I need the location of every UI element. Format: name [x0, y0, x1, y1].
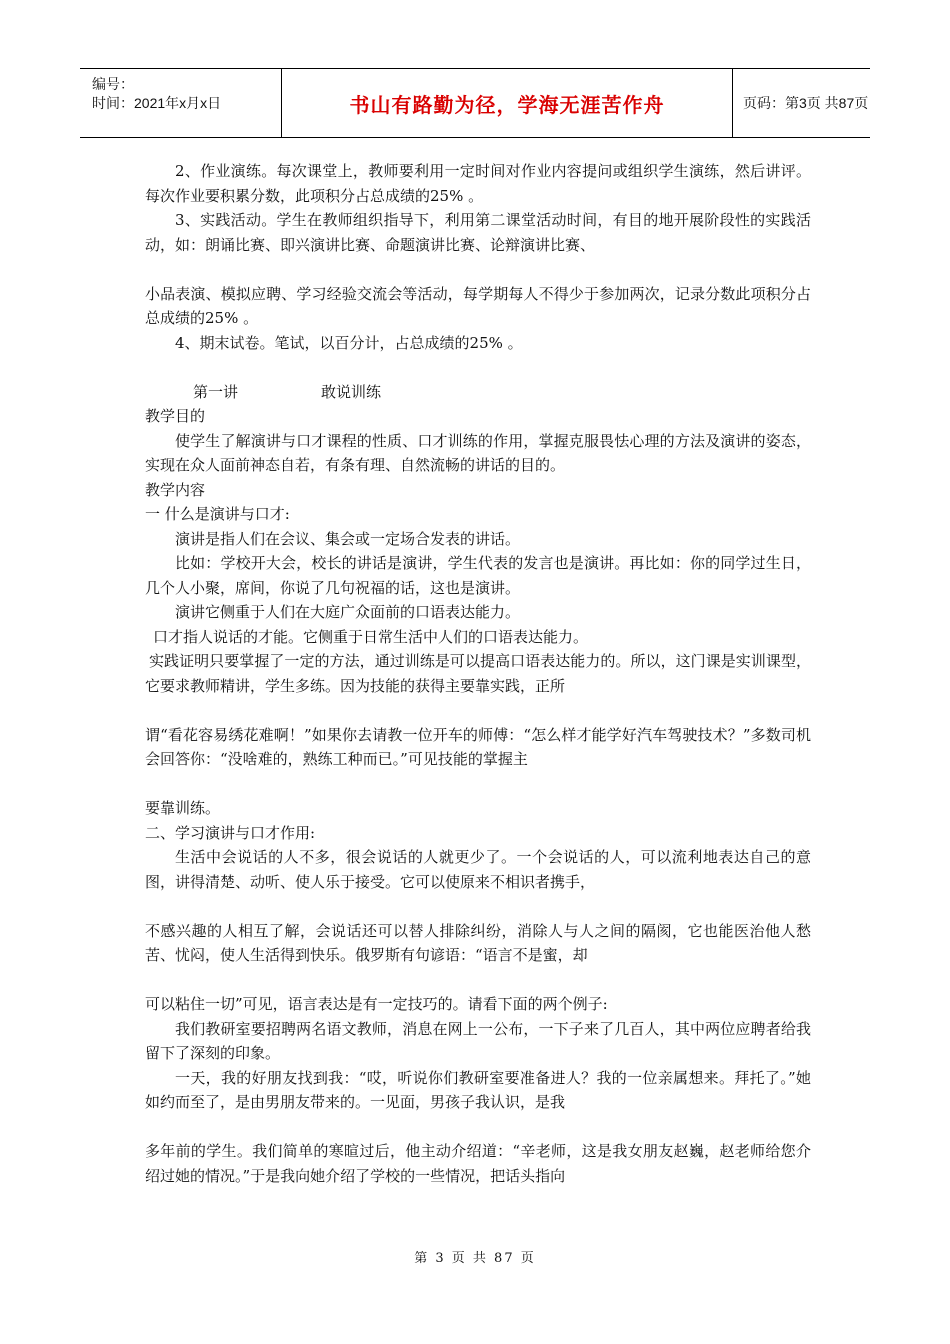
section-heading: 一 什么是演讲与口才: — [145, 505, 290, 523]
paragraph: 我们教研室要招聘两名语文教师，消息在网上一公布，一下子来了几百人，其中两位应聘者给我留下了深刻的印象。 — [145, 1019, 811, 1062]
lecture-title: 敢说训练 — [321, 382, 382, 401]
paragraph: 比如：学校开大会，校长的讲话是演讲，学生代表的发言也是演讲。再比如：你的同学过生日，几个人小聚，席间，你说了几句祝福的话，这也是演讲。 — [145, 554, 811, 597]
section-label: 教学内容 — [145, 480, 206, 499]
paragraph: 不感兴趣的人相互了解，会说话还可以替人排除纠纷，消除人与人之间的隔阂，它也能医治他人愁苦、忧闷，使人生活得到快乐。俄罗斯有句谚语：“语言不是蜜，却 — [145, 921, 811, 964]
header-meta — [80, 69, 282, 137]
lecture-heading — [145, 380, 811, 405]
paragraph: 小品表演、模拟应聘、学习经验交流会等活动，每学期每人不得少于参加两次，记录分数此项积分占总成绩的25% 。 — [145, 284, 811, 327]
header-page-label: 页码：第3页 共87页 — [743, 95, 869, 111]
paragraph: 实践证明只要掌握了一定的方法，通过训练是可以提高口语表达能力的。所以，这门课是实训课型，它要求教师精讲，学生多练。因为技能的获得主要靠实践，正所 — [145, 652, 811, 695]
paragraph: 2、作业演练。每次课堂上，教师要利用一定时间对作业内容提问或组织学生演练，然后讲评。每次作业要积累分数，此项积分占总成绩的25% 。 — [145, 162, 811, 205]
paragraph: 使学生了解演讲与口才课程的性质、口才训练的作用，掌握克服畏怯心理的方法及演讲的姿态，实现在众人面前神态自若，有条有理、自然流畅的讲话的目的。 — [145, 431, 811, 474]
paragraph: 多年前的学生。我们简单的寒暄过后，他主动介绍道：“辛老师，这是我女朋友赵巍，赵老师给您介绍过她的情况。”于是我向她介绍了学校的一些情况，把话头指向 — [145, 1142, 811, 1185]
section-label: 教学目的 — [145, 407, 206, 425]
paragraph: 口才指人说话的才能。它侧重于日常生活中人们的口语表达能力。 — [153, 627, 589, 646]
paragraph: 要靠训练。 — [145, 799, 221, 817]
lecture-number: 第一讲 — [193, 382, 239, 401]
header-motto: 书山有路勤为径，学海无涯苦作舟 — [282, 69, 733, 137]
paragraph: 4、期末试卷。笔试，以百分计，占总成绩的25% 。 — [175, 333, 523, 352]
paragraph: 一天，我的好朋友找到我：“哎，听说你们教研室要准备进人？我的一位亲属想来。拜托了。”她如约而至了，是由男朋友带来的。一见面，男孩子我认识，是我 — [145, 1068, 811, 1111]
page-footer: 第 3 页 共 87 页 — [414, 1251, 536, 1266]
paragraph: 演讲是指人们在会议、集会或一定场合发表的讲话。 — [175, 529, 521, 548]
number-label: 编号： — [92, 76, 134, 92]
page-header — [80, 68, 870, 138]
paragraph: 3、实践活动。学生在教师组织指导下，利用第二课堂活动时间，有目的地开展阶段性的实践活动，如：朗诵比赛、即兴演讲比赛、命题演讲比赛、论辩演讲比赛、 — [145, 211, 811, 254]
paragraph: 生活中会说话的人不多，很会说话的人就更少了。一个会说话的人，可以流利地表达自己的意图，讲得清楚、动听、使人乐于接受。它可以使原来不相识者携手， — [145, 848, 811, 891]
time-label: 时间：2021年x月x日 — [92, 95, 222, 111]
document-body — [145, 159, 811, 1188]
paragraph: 可以粘住一切”可见，语言表达是有一定技巧的。请看下面的两个例子: — [145, 995, 608, 1013]
paragraph: 谓“看花容易绣花难啊！”如果你去请教一位开车的师傅：“怎么样才能学好汽车驾驶技术？”多数司机会回答你：“没啥难的，熟练工种而已。”可见技能的掌握主 — [145, 725, 811, 768]
section-heading: 二、学习演讲与口才作用: — [145, 823, 316, 842]
paragraph: 演讲它侧重于人们在大庭广众面前的口语表达能力。 — [175, 603, 521, 621]
